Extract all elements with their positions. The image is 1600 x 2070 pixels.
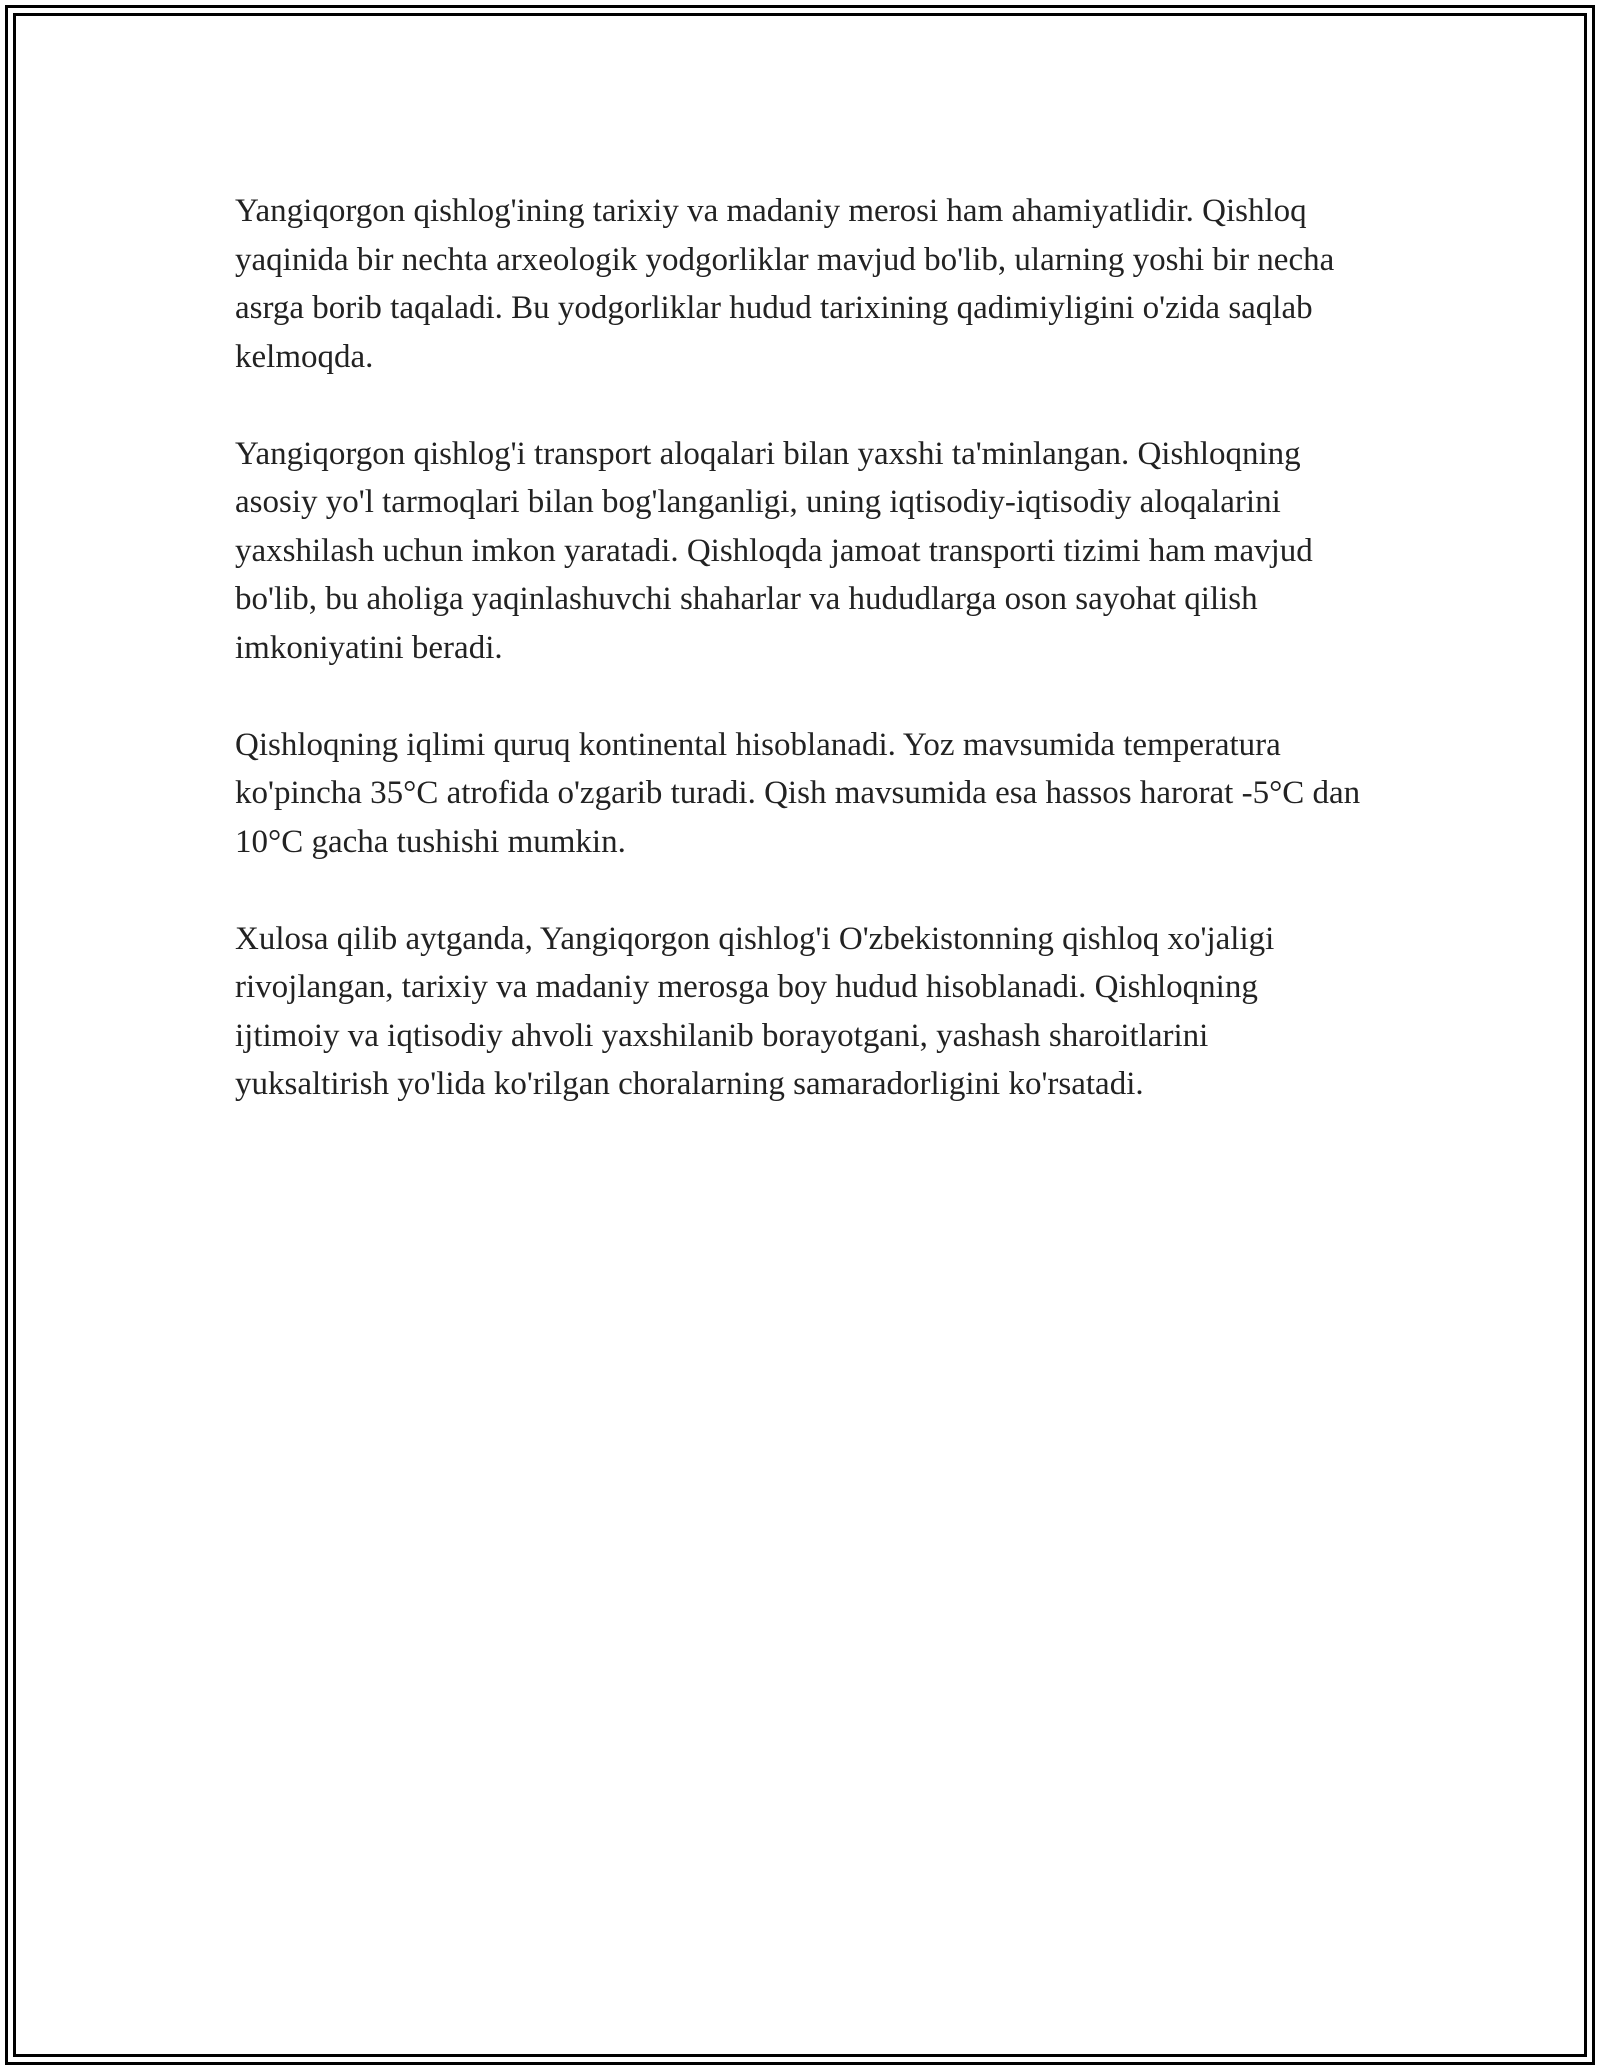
paragraph-heritage: Yangiqorgon qishlog'ining tarixiy va madaniy merosi ham ahamiyatlidir. Qishloq yaqinida bir nechta arxeologik yodgorliklar mavjud bo'lib, ularning yoshi bir necha asrga borib taqaladi. Bu yodgorliklar hudud tarixining qadimiyligini o'zida saqlab kelmoqda. (235, 193, 1335, 375)
document-body (235, 187, 1365, 1157)
paragraph-conclusion: Xulosa qilib aytganda, Yangiqorgon qishlog'i O'zbekistonning qishloq xo'jaligi rivojlangan, tarixiy va madaniy merosga boy hudud hisoblanadi. Qishloqning ijtimoiy va iqtisodiy ahvoli yaxshilanib borayotgani, yashash sharoitlarini yuksaltirish yo'lida ko'rilgan choralarning samaradorligini ko'rsatadi. (235, 920, 1275, 1102)
paragraph-climate: Qishloqning iqlimi quruq kontinental hisoblanadi. Yoz mavsumida temperatura ko'pincha 35°C atrofida o'zgarib turadi. Qish mavsumida esa hassos harorat -5°C dan 10°C gacha tushishi mumkin. (235, 726, 1361, 860)
paragraph-transport: Yangiqorgon qishlog'i transport aloqalari bilan yaxshi ta'minlangan. Qishloqning asosiy yo'l tarmoqlari bilan bog'langanligi, uning iqtisodiy-iqtisodiy aloqalarini yaxshilash uchun imkon yaratadi. Qishloqda jamoat transporti tizimi ham mavjud bo'lib, bu aholiga yaqinlashuvchi shaharlar va hududlarga oson sayohat qilish imkoniyatini beradi. (235, 435, 1313, 666)
